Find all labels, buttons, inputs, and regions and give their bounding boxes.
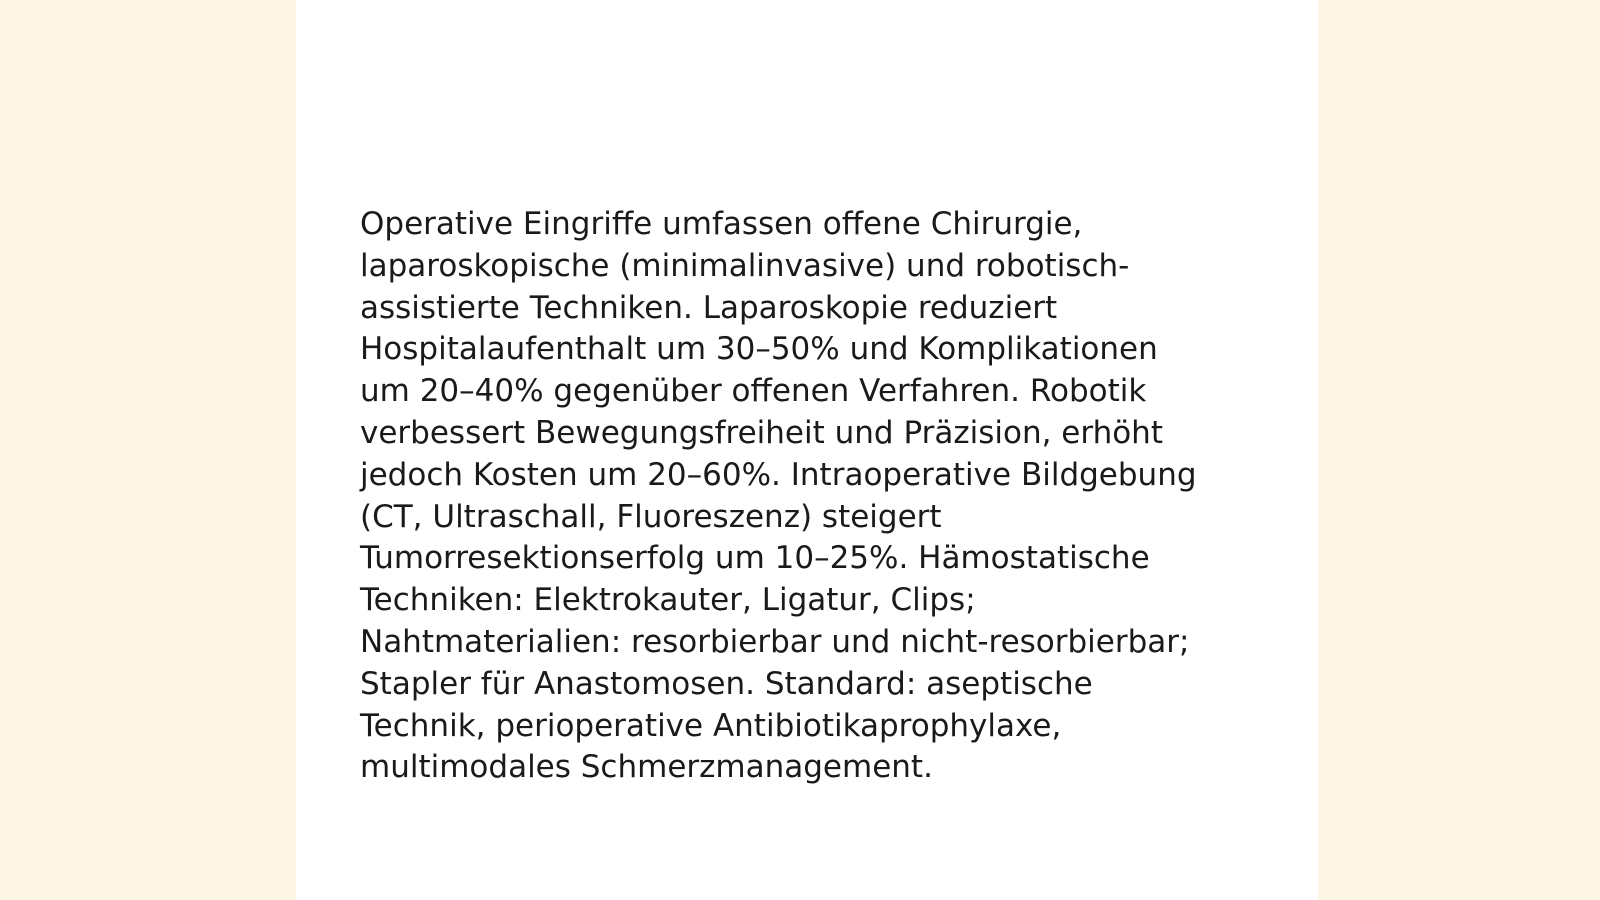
paragraph-line: (CT, Ultraschall, Fluoreszenz) steigert bbox=[360, 498, 942, 535]
paragraph-line: Tumorresektionserfolg um 10–25%. Hämostatische bbox=[360, 540, 1150, 577]
paragraph-line: verbessert Bewegungsfreiheit und Präzision, erhöht bbox=[360, 414, 1163, 451]
paragraph-line: Techniken: Elektrokauter, Ligatur, Clips; bbox=[360, 582, 976, 619]
paragraph-line: Hospitalaufenthalt um 30–50% und Komplikationen bbox=[360, 331, 1158, 368]
body-paragraph bbox=[360, 204, 1260, 789]
paragraph-line: multimodales Schmerzmanagement. bbox=[360, 749, 933, 786]
paragraph-line: Stapler für Anastomosen. Standard: aseptische bbox=[360, 665, 1093, 702]
paragraph-line: jedoch Kosten um 20–60%. Intraoperative Bildgebung bbox=[360, 456, 1197, 493]
paragraph-line: assistierte Techniken. Laparoskopie reduziert bbox=[360, 289, 1058, 326]
paragraph-line: Technik, perioperative Antibiotikaprophylaxe, bbox=[360, 707, 1062, 744]
paragraph-line: Operative Eingriffe umfassen offene Chirurgie, bbox=[360, 206, 1083, 242]
paragraph-line: um 20–40% gegenüber offenen Verfahren. Robotik bbox=[360, 373, 1147, 410]
paragraph-line: Nahtmaterialien: resorbierbar und nicht-resorbierbar; bbox=[360, 623, 1190, 660]
paragraph-line: laparoskopische (minimalinvasive) und robotisch- bbox=[360, 247, 1130, 284]
document-page bbox=[296, 0, 1318, 900]
